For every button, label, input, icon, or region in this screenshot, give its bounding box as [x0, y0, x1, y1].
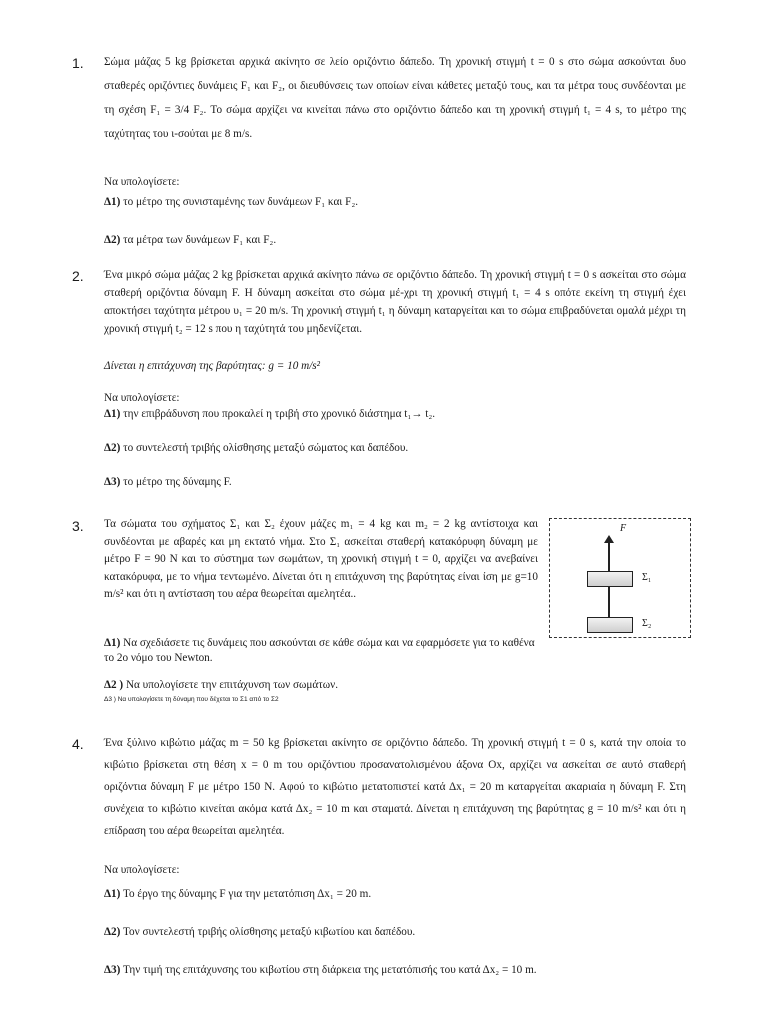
problem-text: Ένα μικρό σώμα μάζας 2 kg βρίσκεται αρχικά ακίνητο πάνω σε οριζόντιο δάπεδο. Τη χρονική στιγμή t = 0 s ασκείται στο σώμα σταθερή οριζόντια δύναμη F. Η δύναμη ασκείται στο σώμα μέ-χρι τη χρονική στιγμή t₁ = 4 s οπότε εκείνη τη στιγμή έχει αποκτήσει ταχύτητα μέτρου υ₁ = 20 m/s. Τη χρονική στιγμή t₁ η δύναμη καταργείται και το σώμα επιβραδύνεται ομαλά μέχρι τη χρονική στιγμή t₂ = 12 s που η ταχύτητά του μηδενίζεται.	[104, 269, 686, 335]
question-label: Δ3)	[104, 964, 121, 976]
question-label: Δ2)	[104, 442, 121, 454]
problem-number: 2.	[72, 268, 84, 284]
body-2-label: Σ₂	[642, 618, 652, 629]
problem-number: 1.	[72, 55, 84, 71]
question	[104, 442, 408, 454]
instruction: Να υπολογίσετε:	[104, 176, 180, 188]
question-text: Την τιμή της επιτάχυνσης του κιβωτίου στη διάρκεια της μετατόπισής του κατά Δx₂ = 10 m.	[122, 964, 537, 976]
given-data: Δίνεται η επιτάχυνση της βαρύτητας: g = 10 m/s²	[104, 360, 321, 372]
question	[104, 636, 538, 666]
question	[104, 888, 371, 900]
body-1	[587, 571, 633, 587]
question	[104, 476, 232, 488]
question-label: Δ3)	[104, 476, 121, 488]
question	[104, 234, 276, 246]
pulley-figure	[549, 518, 691, 638]
problem-text: Σώμα μάζας 5 kg βρίσκεται αρχικά ακίνητο σε λείο οριζόντιο δάπεδο. Τη χρονική στιγμή t = 0 s στο σώμα ασκούνται δυο σταθερές οριζόντιες δυνάμεις F₁ και F₂, οι διευθύνσεις των οποίων είναι κάθετες μεταξύ τους, και τα μέτρα τους συνδέονται με τη σχέση F₁ = 3/4 F₂. Το σώμα αρχίζει να κινείται πάνω στο οριζόντιο δάπεδο και τη χρονική στιγμή t₁ = 4 s, το μέτρο της ταχύτητας του ι-σούται με 8 m/s.	[104, 56, 686, 140]
question-text: Να υπολογίσετε την επιτάχυνση των σωμάτων.	[125, 679, 338, 691]
question-label: Δ1)	[104, 888, 121, 900]
question-text: Το έργο της δύναμης F για την μετατόπιση Δx₁ = 20 m.	[122, 888, 372, 900]
problem-text: Τα σώματα του σχήματος Σ₁ και Σ₂ έχουν μάζες m₁ = 4 kg και m₂ = 2 kg αντίστοιχα και συνδέονται με αβαρές και μη εκτατό νήμα. Στο Σ₁ ασκείται σταθερή κατακόρυφη δύναμη με μέτρο F = 90 N και το σύστημα των σωμάτων, τη χρονική στιγμή t = 0, αρχίζει να ανεβαίνει κατακόρυφα, με το νήμα τεντωμένο. Δίνεται ότι η επιτάχυνση της βαρύτητας είναι ίση με g=10 m/s² και ότι η αντίσταση του αέρα θεωρείται αμελητέα..	[104, 518, 538, 600]
body-2	[587, 617, 633, 633]
question-text: το μέτρο της δύναμης F.	[123, 476, 232, 488]
question-label: Δ2)	[104, 234, 121, 246]
body-1-label: Σ₁	[642, 572, 652, 583]
question-label: Δ2 )	[104, 679, 124, 691]
problem-number: 3.	[72, 518, 84, 534]
question-text: Να σχεδιάσετε τις δυνάμεις που ασκούνται σε κάθε σώμα και να εφαρμόσετε για το καθένα το 2ο νόμο του Newton.	[104, 637, 535, 664]
instruction: Να υπολογίσετε:	[104, 392, 180, 404]
question-text: Τον συντελεστή τριβής ολίσθησης μεταξύ κιβωτίου και δαπέδου.	[122, 926, 416, 938]
question-label: Δ1)	[104, 196, 121, 208]
extra-question: Δ3 ) Να υπολογίσετε τη δύναμη που δέχεται το Σ1 από το Σ2	[104, 696, 279, 703]
rope	[608, 587, 610, 617]
question	[104, 679, 338, 691]
question	[104, 196, 358, 208]
force-arrow	[608, 541, 610, 571]
question-text: το μέτρο της συνισταμένης των δυνάμεων F₁ και F₂.	[123, 196, 359, 208]
question-text: την επιβράδυνση που προκαλεί η τριβή στο χρονικό διάστημα t₁→ t₂.	[123, 408, 436, 420]
question-label: Δ1)	[104, 637, 121, 649]
question-label: Δ1)	[104, 408, 121, 420]
question	[104, 964, 537, 976]
question-text: τα μέτρα των δυνάμεων F₁ και F₂.	[123, 234, 277, 246]
question	[104, 408, 435, 420]
problem-text: Ένα ξύλινο κιβώτιο μάζας m = 50 kg βρίσκεται ακίνητο σε οριζόντιο δάπεδο. Τη χρονική στιγμή t = 0 s, κατά την οποία το κιβώτιο βρίσκεται στη θέση x = 0 m του οριζόντιου προσανατολισμένου άξονα Ox, αρχίζει να ασκείται σε αυτό σταθερή οριζόντια δύναμη F με μέτρο 150 N. Αφού το κιβώτιο μετατοπιστεί κατά Δx₁ = 20 m καταργείται ακαριαία η δύναμη F. Στη συνέχεια το κιβώτιο κινείται ακόμα κατά Δx₂ = 10 m και σταματά. Δίνεται η επιτάχυνση της βαρύτητας g = 10 m/s² και ότι η επίδραση του αέρα θεωρείται αμελητέα.	[104, 737, 686, 837]
question-label: Δ2)	[104, 926, 121, 938]
problem-number: 4.	[72, 736, 84, 752]
instruction: Να υπολογίσετε:	[104, 864, 180, 876]
question	[104, 926, 415, 938]
force-label: F	[620, 523, 627, 534]
question-text: το συντελεστή τριβής ολίσθησης μεταξύ σώματος και δαπέδου.	[123, 442, 409, 454]
